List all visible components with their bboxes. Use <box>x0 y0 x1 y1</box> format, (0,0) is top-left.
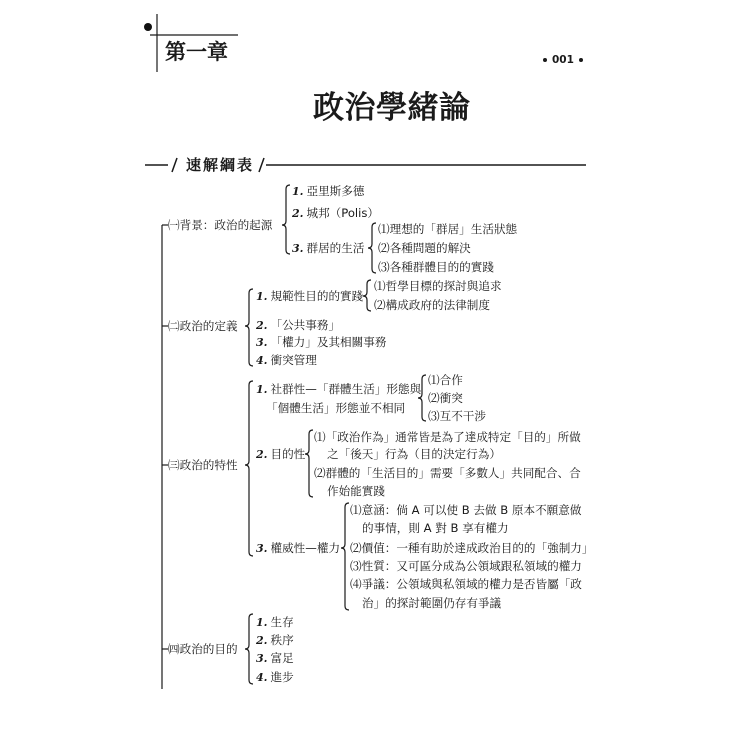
subitem-number: ⑶ <box>378 260 390 274</box>
subitem-number: ⑵ <box>428 391 440 405</box>
subitem-text-continued: 的事情，則 A 對 B 享有權力 <box>362 521 509 535</box>
item-text: 亞里斯多德 <box>306 184 365 198</box>
item-number: 3. <box>292 242 304 255</box>
subitem-number: ⑴ <box>350 503 362 517</box>
item-text: 規範性目的的實踐 <box>270 289 364 303</box>
subitem-text: 理想的「群居」生活狀態 <box>389 222 518 236</box>
item-number: 1. <box>256 290 268 303</box>
subitem-number: ⑶ <box>428 409 440 423</box>
item-row <box>256 447 305 462</box>
node-label: ㈣政治的目的 <box>168 642 238 656</box>
subitem-text: 合作 <box>439 373 463 387</box>
item-text: 目的性 <box>270 447 306 461</box>
brace <box>368 223 376 273</box>
subitem-row <box>350 541 594 555</box>
item-row <box>256 289 363 304</box>
tree-spine <box>162 225 168 689</box>
item-row <box>256 335 386 350</box>
item-number: 2. <box>256 634 268 647</box>
brace <box>245 381 253 556</box>
brace <box>282 185 290 254</box>
item-row <box>256 353 317 368</box>
page-title: 政治學緒論 <box>313 90 471 126</box>
item-row <box>292 184 364 199</box>
item-row <box>256 615 294 630</box>
subitem-number: ⑵ <box>374 298 386 312</box>
item-text: 富足 <box>270 651 294 665</box>
item-row <box>292 206 379 221</box>
item-row <box>256 670 294 685</box>
brace <box>245 614 253 684</box>
item-row <box>256 633 294 648</box>
item-number: 3. <box>256 336 268 349</box>
page-number-bullet <box>543 58 547 62</box>
subitem-number: ⑷ <box>350 577 362 591</box>
item-text: 衝突管理 <box>270 353 317 367</box>
subitem-row <box>350 577 582 591</box>
subitem-row <box>374 279 502 293</box>
subitem-number: ⑴ <box>314 430 326 444</box>
subitem-text: 各種問題的解決 <box>389 241 471 255</box>
item-text: 秩序 <box>270 633 294 647</box>
subitem-row <box>350 559 582 573</box>
item-number: 2. <box>256 319 268 332</box>
node-label: ㈡政治的定義 <box>168 319 238 333</box>
subitem-row <box>314 430 581 444</box>
subitem-row <box>374 298 490 312</box>
subitem-text: 價值：一種有助於達成政治目的的「強制力」 <box>361 541 594 555</box>
subitem-number: ⑵ <box>350 541 362 555</box>
subitem-text-continued: 之「後天」行為（目的決定行為） <box>327 447 501 461</box>
item-number: 3. <box>256 542 268 555</box>
section-heading: 速解綱表 <box>186 156 255 174</box>
item-row <box>256 651 294 666</box>
item-number: 4. <box>256 671 268 684</box>
subitem-text: 爭議：公領域與私領域的權力是否皆屬「政 <box>361 577 582 591</box>
node-label: ㈢政治的特性 <box>168 458 238 472</box>
subitem-text: 哲學目標的探討與追求 <box>385 279 502 293</box>
subitem-text: 構成政府的法律制度 <box>385 298 490 312</box>
node-label: ㈠背景：政治的起源 <box>168 218 273 232</box>
heading-slash-left <box>172 158 177 172</box>
item-text: 「權力」及其相關事務 <box>270 335 387 349</box>
subitem-text: 衝突 <box>439 391 463 405</box>
item-number: 2. <box>256 448 268 461</box>
brace <box>363 280 371 311</box>
subitem-row <box>378 222 517 236</box>
item-number: 4. <box>256 354 268 367</box>
subitem-row <box>428 409 486 423</box>
subitem-row <box>428 373 463 387</box>
item-number: 2. <box>292 207 304 220</box>
item-number: 1. <box>256 616 268 629</box>
item-row <box>256 541 340 556</box>
page-number-bullet <box>579 58 583 62</box>
brace <box>245 289 253 366</box>
subitem-row <box>378 241 471 255</box>
subitem-text: 互不干涉 <box>439 409 486 423</box>
subitem-number: ⑴ <box>378 222 390 236</box>
item-row <box>256 382 421 397</box>
item-text: 進步 <box>270 670 294 684</box>
item-text: 生存 <box>270 615 294 629</box>
page-number-text: 001 <box>552 54 574 66</box>
subitem-row <box>350 503 581 517</box>
subitem-number: ⑵ <box>314 466 326 480</box>
item-text: 群居的生活 <box>306 241 365 255</box>
item-number: 3. <box>256 652 268 665</box>
subitem-text: 群體的「生活目的」需要「多數人」共同配合、合 <box>325 466 581 480</box>
subitem-row <box>314 466 581 480</box>
heading-slash-right <box>259 158 264 172</box>
item-text: 權威性—權力 <box>270 541 341 555</box>
subitem-row <box>378 260 494 274</box>
chapter-label: 第一章 <box>165 39 228 64</box>
item-text: 社群性—「群體生活」形態與 <box>270 382 422 396</box>
item-number: 1. <box>256 383 268 396</box>
subitem-text-continued: 作始能實踐 <box>327 484 385 498</box>
subitem-text: 各種群體目的的實踐 <box>389 260 494 274</box>
subitem-number: ⑴ <box>374 279 386 293</box>
subitem-text-continued: 治」的探討範圍仍存有爭議 <box>362 596 502 610</box>
item-text: 城邦（Polis） <box>306 206 380 220</box>
subitem-text: 性質：又可區分成為公領域跟私領域的權力 <box>361 559 582 573</box>
subitem-text: 意涵：倘 A 可以使 B 去做 B 原本不願意做 <box>361 503 582 517</box>
item-text-continued: 「個體生活」形態並不相同 <box>266 401 406 415</box>
subitem-number: ⑶ <box>350 559 362 573</box>
subitem-text: 「政治作為」通常皆是為了達成特定「目的」所做 <box>325 430 581 444</box>
chapter-bullet-dot <box>144 23 152 31</box>
subitem-number: ⑴ <box>428 373 440 387</box>
page-number <box>543 53 583 67</box>
item-row <box>292 241 364 256</box>
item-text: 「公共事務」 <box>270 318 341 332</box>
brace <box>305 430 313 497</box>
subitem-row <box>428 391 463 405</box>
brace <box>341 503 349 610</box>
item-row <box>256 318 340 333</box>
item-number: 1. <box>292 185 304 198</box>
subitem-number: ⑵ <box>378 241 390 255</box>
